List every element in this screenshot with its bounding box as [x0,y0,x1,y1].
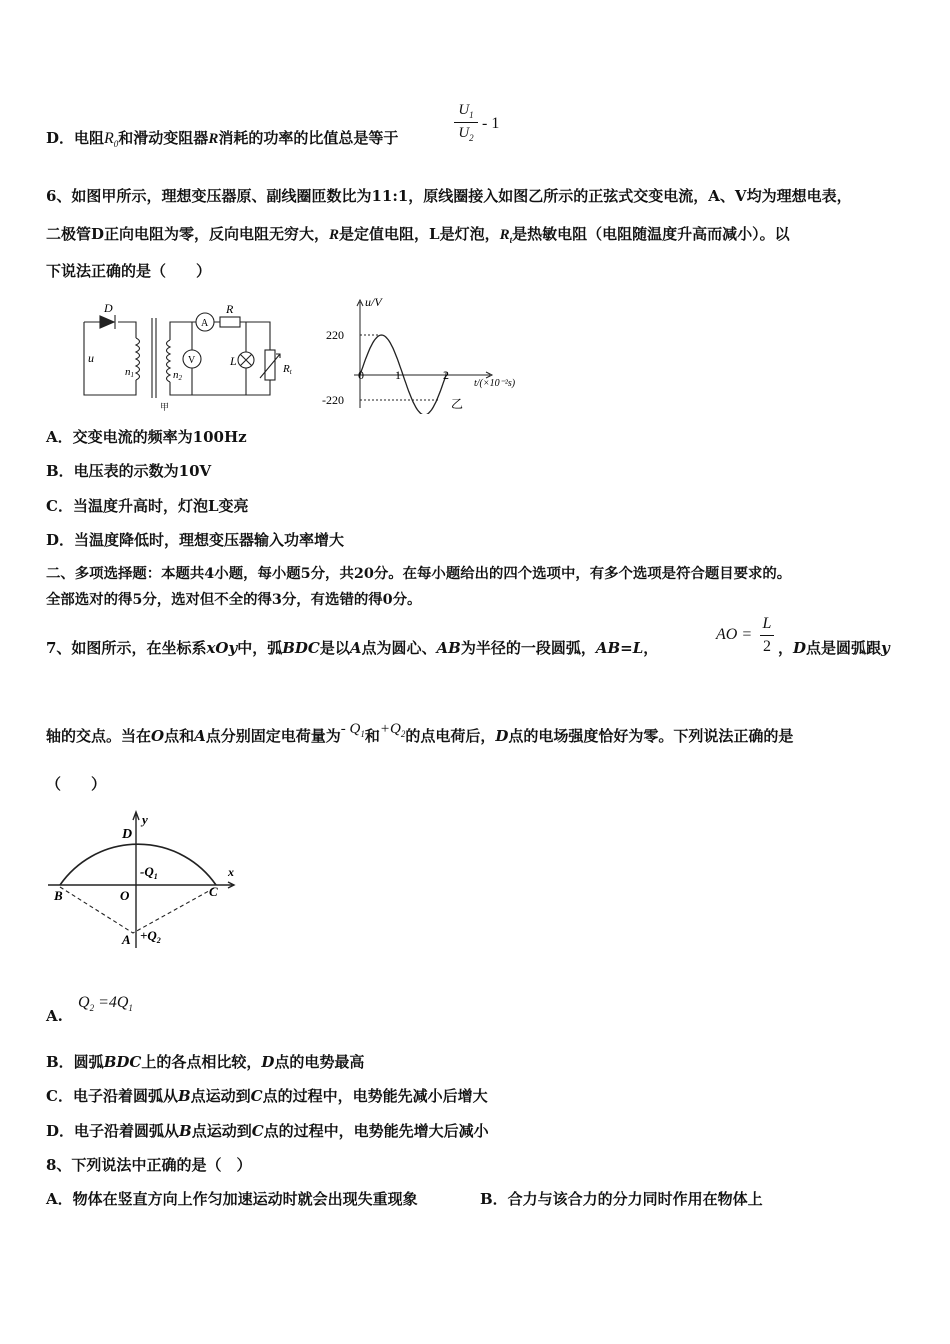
q6-waveform-figure [318,296,543,414]
q7-fig-q2: $+Q_2$ [140,928,161,945]
q7-arc-figure [44,808,244,958]
fig-yi-x-tick-2: 2 [443,368,449,382]
q7-line1: 7、如图所示，在坐标系xOy中，弧BDC是以A点为圆心、AB为半径的一段圆弧，AB=L， [46,639,659,657]
q6-circuit-figure [70,300,310,415]
fig-yi-y-min: -220 [322,393,344,407]
q5d-middle: 和滑动变阻器 [118,129,209,147]
fig-yi-x-label: t/(×10⁻²s) [474,378,516,389]
q6-option-a: A．交变电流的频率为100Hz [46,428,247,446]
q7-fig-o: O [120,888,130,903]
q7-option-c: C．电子沿着圆弧从B点运动到C点的过程中，电势能先减小后增大 [46,1087,488,1105]
q5d-r: R [208,131,219,147]
q7-fig-a: A [122,932,131,947]
q6-option-c: C．当温度升高时，灯泡L变亮 [46,497,249,515]
fig-jia-caption: 甲 [160,402,170,412]
fig-jia-label-l: L [230,354,237,368]
fig-jia-label-n1: n1 [125,366,134,379]
q7-line3: （ ） [46,775,107,793]
q7-fig-q1: $-Q_1$ [140,864,158,881]
q7-fig-c: C [209,884,218,899]
section2-line1: 二、多项选择题：本题共4小题，每小题5分，共20分。在每小题给出的四个选项中，有多个选项是符合题目要求的。 [46,565,792,582]
fig-jia-label-v: V [188,355,196,366]
q7-option-d: D．电子沿着圆弧从B点运动到C点的过程中，电势能先增大后减小 [46,1122,489,1140]
q8-option-a: A．物体在竖直方向上作匀加速运动时就会出现失重现象 [46,1190,418,1208]
fig-jia-label-d: D [104,301,113,315]
q5d-minus-one: - 1 [482,115,500,132]
fig-yi-x-tick-1: 1 [395,368,401,382]
q7-option-b: B．圆弧BDC上的各点相比较，D点的电势最高 [46,1053,365,1071]
q7-ao-expr: AO = [716,626,753,643]
q7-ao-fraction: L 2 [760,615,774,656]
q7-fig-x: x [228,865,234,879]
q6-line2: 二极管D正向电阻为零，反向电阻无穷大，R是定值电阻，L是灯泡，$R_t$是热敏电阻（电阻随温度升高而减小）。以 [46,225,790,245]
q7-fig-d: D [122,827,133,842]
q5d-suffix: 消耗的功率的比值总是等于 [218,129,399,147]
q5-option-d [46,128,398,154]
q8-option-b: B．合力与该合力的分力同时作用在物体上 [480,1190,763,1208]
fig-yi-y-max: 220 [326,328,344,342]
q6-line1: 6、如图甲所示，理想变压器原、副线圈匝数比为11:1，原线圈接入如图乙所示的正弦式交变电流，A、V均为理想电表， [46,187,852,205]
q5d-prefix: D．电阻 [46,129,105,147]
q8-stem: 8、下列说法中正确的是（ ） [46,1156,252,1174]
section2-line2: 全部选对的得5分，选对但不全的得3分，有选错的得0分。 [46,591,422,608]
fig-yi-y-label: u/V [365,296,382,309]
fig-jia-label-r: R [226,302,234,316]
q6-line3: 下说法正确的是（ ） [46,262,212,280]
q6-option-b: B．电压表的示数为10V [46,462,212,480]
q7-option-a-expr: $Q_2 =4Q_1$ [78,994,133,1014]
q7-option-a-label: A. [46,1007,63,1025]
fig-jia-label-a: A [201,318,209,329]
fig-jia-label-n2: n2 [173,369,182,382]
fig-jia-label-rt: Rt [283,363,292,376]
q6-option-d: D．当温度降低时，理想变压器输入功率增大 [46,531,345,549]
fig-yi-caption: 乙 [451,397,464,411]
q5d-r0: $R_0$ [104,130,119,150]
q7-fig-b: B [54,888,63,903]
fig-yi-x-tick-0: 0 [358,368,364,382]
fig-jia-label-u: u [88,351,94,365]
q5d-fraction: $U_1$ $U_2$ [454,102,478,143]
q7-line2: 轴的交点。当在O点和A点分别固定电荷量为- $Q_1$和$+Q_2$的点电荷后，D点的电场强度恰好为零。下列说法正确的是 [46,721,794,745]
q7-fig-y: y [142,812,148,827]
q7-line1-tail: ，D点是圆弧跟y [778,639,890,657]
